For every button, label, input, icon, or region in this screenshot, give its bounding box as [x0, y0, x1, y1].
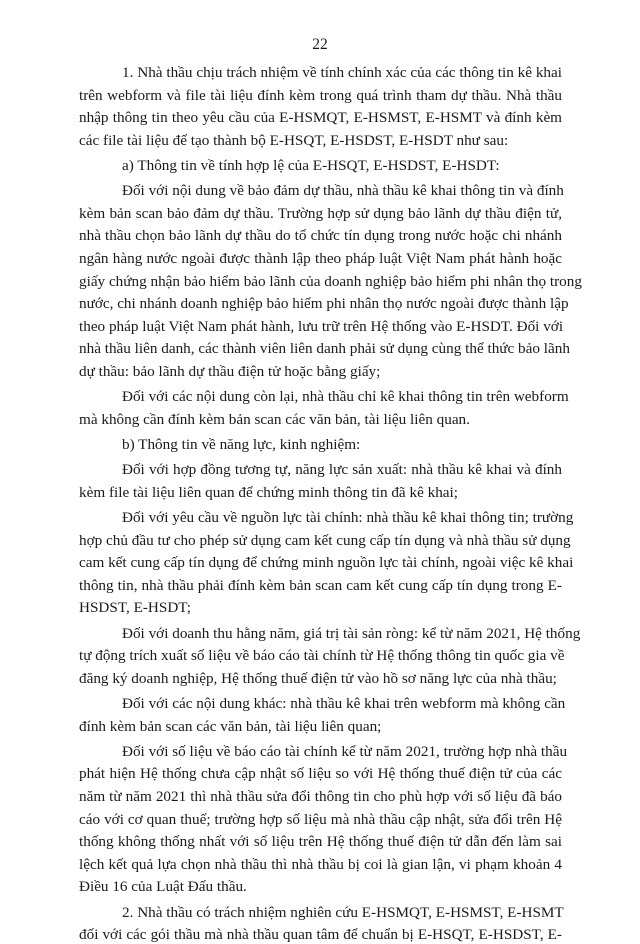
text-line: Đối với các nội dung khác: nhà thầu kê khai trên webform mà không cần: [122, 695, 566, 712]
text-line: 1. Nhà thầu chịu trách nhiệm về tính chính xác của các thông tin kê khai: [122, 64, 562, 81]
text-line: năm từ năm 2021 thì nhà thầu sửa đổi thông tin cho phù hợp với số liệu đã báo: [79, 788, 562, 805]
text-line: nhà thầu chọn bảo lãnh dự thầu do tổ chức tín dụng trong nước hoặc chi nhánh: [79, 227, 562, 244]
text-line: 2. Nhà thầu có trách nhiệm nghiên cứu E-HSMQT, E-HSMST, E-HSMT: [122, 904, 564, 921]
text-line: dự thầu: bảo lãnh dự thầu điện tử hoặc bằng giấy;: [79, 363, 381, 380]
text-line: Điều 16 của Luật Đấu thầu.: [79, 878, 247, 895]
text-line: HSDST, E-HSDT;: [79, 599, 191, 616]
text-line: lệch kết quả lựa chọn nhà thầu thì nhà thầu bị coi là gian lận, vi phạm khoản 4: [79, 856, 562, 873]
text-line: tự động trích xuất số liệu về báo cáo tài chính từ Hệ thống thông tin quốc gia về: [79, 647, 565, 664]
text-line: đối với các gói thầu mà nhà thầu quan tâm để chuẩn bị E-HSQT, E-HSDST, E-: [79, 926, 562, 943]
text-line: cam kết cung cấp tín dụng để chứng minh nguồn lực tài chính, ngoài việc kê khai: [79, 554, 574, 571]
text-line: nhập thông tin theo yêu cầu của E-HSMQT, E-HSMST, E-HSMT và đính kèm: [79, 109, 562, 126]
text-line: nhà thầu liên danh, các thành viên liên danh phải sử dụng cùng thể thức bảo lãnh: [79, 340, 570, 357]
text-line: Đối với hợp đồng tương tự, năng lực sản xuất: nhà thầu kê khai và đính: [122, 461, 562, 478]
text-line: Đối với các nội dung còn lại, nhà thầu chỉ kê khai thông tin trên webform: [122, 388, 569, 405]
text-line: Đối với số liệu về báo cáo tài chính kể từ năm 2021, trường hợp nhà thầu: [122, 743, 568, 760]
text-line: mà không cần đính kèm bản scan các văn bản, tài liệu liên quan.: [79, 411, 470, 428]
text-line: ngân hàng nước ngoài được thành lập theo pháp luật Việt Nam phát hành hoặc: [79, 250, 562, 267]
text-line: b) Thông tin về năng lực, kinh nghiệm:: [122, 436, 361, 453]
text-line: kèm bản scan bảo đảm dự thầu. Trường hợp sử dụng bảo lãnh dự thầu điện tử,: [79, 205, 562, 222]
text-line: thông tin, nhà thầu phải đính kèm bản scan cam kết cung cấp tín dụng trong E-: [79, 577, 562, 594]
text-line: a) Thông tin về tính hợp lệ của E-HSQT, E-HSDST, E-HSDT:: [122, 157, 500, 174]
text-line: các file tài liệu để tạo thành bộ E-HSQT, E-HSDST, E-HSDT như sau:: [79, 132, 509, 149]
text-line: theo pháp luật Việt Nam phát hành, lưu trữ trên Hệ thống vào E-HSDT. Đối với: [79, 318, 564, 335]
text-line: trên webform và file tài liệu đính kèm trong quá trình tham dự thầu. Nhà thầu: [79, 87, 562, 104]
text-line: nước, chi nhánh doanh nghiệp bảo hiểm phi nhân thọ nước ngoài được thành lập: [79, 295, 569, 312]
text-line: Đối với nội dung về bảo đảm dự thầu, nhà thầu kê khai thông tin và đính: [122, 182, 564, 199]
text-line: hợp chủ đầu tư cho phép sử dụng cam kết cung cấp tín dụng và nhà thầu sử dụng: [79, 532, 571, 549]
text-line: Đối với doanh thu hằng năm, giá trị tài sản ròng: kể từ năm 2021, Hệ thống: [122, 625, 581, 642]
page-number: 22: [312, 36, 328, 53]
text-line: đăng ký doanh nghiệp, Hệ thống thuế điện tử vào hồ sơ năng lực của nhà thầu;: [79, 670, 557, 687]
text-line: giấy chứng nhận bảo hiểm bảo lãnh của doanh nghiệp bảo hiểm phi nhân thọ trong: [79, 273, 582, 290]
text-line: Đối với yêu cầu về nguồn lực tài chính: nhà thầu kê khai thông tin; trường: [122, 509, 574, 526]
text-line: cáo với cơ quan thuế; trường hợp số liệu mà nhà thầu cập nhật, sửa đổi trên Hệ: [79, 811, 562, 828]
text-line: thống không thống nhất với số liệu trên Hệ thống thuế điện tử dẫn đến làm sai: [79, 833, 562, 850]
text-line: phát hiện Hệ thống chưa cập nhật số liệu so với Hệ thống thuế điện tử của các: [79, 765, 562, 782]
text-line: kèm file tài liệu liên quan để chứng minh thông tin đã kê khai;: [79, 484, 458, 501]
text-line: đính kèm bản scan các văn bản, tài liệu liên quan;: [79, 718, 382, 735]
